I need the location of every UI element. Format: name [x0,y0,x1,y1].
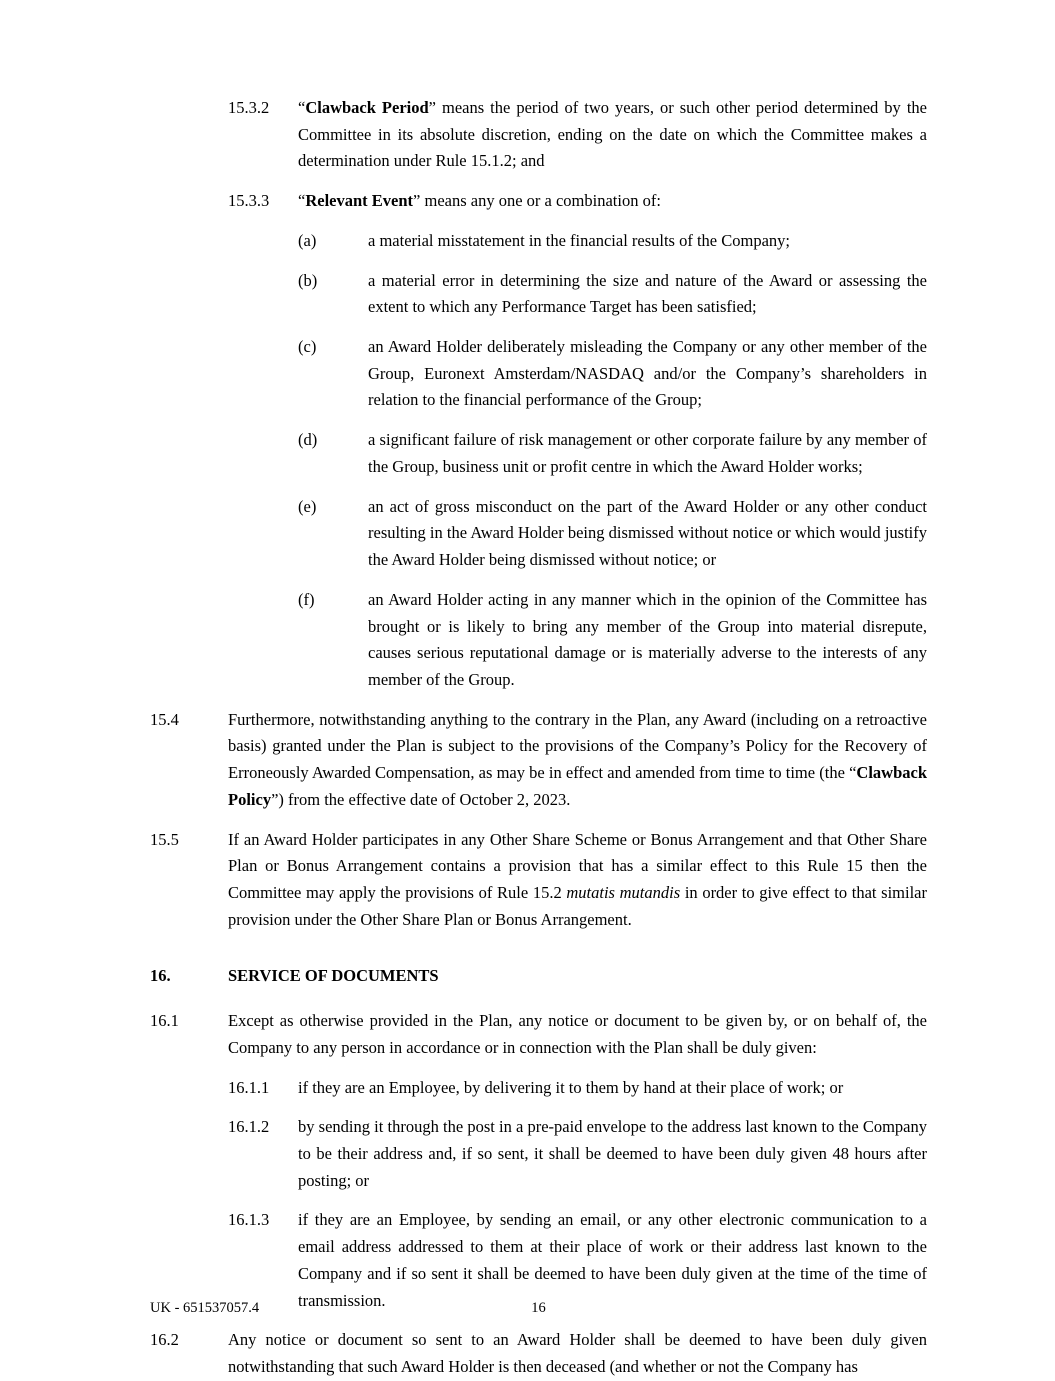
clause-text [228,707,927,814]
clause-item-e [298,494,927,574]
clause-number: (d) [298,430,318,450]
page-footer [150,1300,927,1317]
clause-text: by sending it through the post in a pre-paid envelope to the address last known to the Company to be their address and, if so sent, it shall be deemed to have been duly given 48 hours after posting; or [298,1117,927,1190]
clause-item-d [298,427,927,480]
clause-number: (e) [298,496,317,516]
clause-text [228,827,927,934]
clause-text [298,95,927,175]
clause-number: (a) [298,230,317,250]
clause-text [298,188,927,215]
clause-text: an act of gross misconduct on the part of the Award Holder or any other conduct resulting in the Award Holder being dismissed without notice or which would justify the Award Holder being dismissed without notice; or [368,496,927,570]
clause-15-3-3 [228,188,927,215]
clause-text-lead: Furthermore, notwithstanding anything to the contrary in the Plan, any Award (including on a retroactive basis) granted under the Plan is subject to the provisions of the Company’s Policy for the Recovery of Erroneously Awarded Compensation, as may be in effect and amended from time to time (the “ [228,709,927,783]
document-body [150,95,927,1381]
clause-16-2 [150,1327,927,1380]
clause-text: Except as otherwise provided in the Plan, any notice or document to be given by, or on behalf of, the Company to any person in accordance or in connection with the Plan shall be duly given: [228,1011,927,1057]
clause-text-lead: “ [298,98,306,117]
clause-number: 16.1.1 [228,1077,270,1097]
clause-text-lead: If an Award Holder participates in any Other Share Scheme or Bonus Arrangement and that Other Share Plan or Bonus Arrangement contains a provision that has a similar effect to this Rule 15 then the Committee may apply the provisions of Rule 15.2 [228,829,927,902]
clause-text: an Award Holder deliberately misleading the Company or any other member of the Group, Euronext Amsterdam/NASDAQ and/or the Company’s shareholders in relation to the financial performance of the Group; [368,337,927,410]
clause-15-3-2 [228,95,927,175]
clause-16-1 [150,1008,927,1061]
clause-text-rest: ” means any one or a combination of: [413,191,661,211]
clause-text: if they are an Employee, by sending an email, or any other electronic communication to a email address addressed to them at their place of work or their address last known to the Company and if so sent it shall be deemed to have been duly given at the time of the time of transmission. [298,1210,927,1310]
clause-number: 15.5 [150,829,179,849]
defined-term: Clawback Policy [228,763,927,809]
clause-number: (f) [298,589,315,609]
clause-number: 16.1.3 [228,1210,270,1230]
section-heading-16 [150,963,927,990]
clause-text: a material misstatement in the financial results of the Company; [368,230,791,250]
clause-text-lead: “ [298,191,306,211]
clause-text: a material error in determining the size and nature of the Award or assessing the extent to which any Performance Target has been satisfied; [368,270,927,317]
clause-number: 15.4 [150,709,179,729]
clause-16-1-3 [228,1207,927,1314]
clause-number: (c) [298,337,317,357]
clause-text: Any notice or document so sent to an Award Holder shall be deemed to have been duly given notwithstanding that such Award Holder is then deceased (and whether or not the Company has [228,1330,927,1377]
clause-text: a significant failure of risk management or other corporate failure by any member of the Group, business unit or profit centre in which the Award Holder works; [368,430,927,476]
clause-item-f [298,587,927,694]
clause-item-a [298,228,927,255]
defined-term: Relevant Event [305,191,414,211]
clause-text: if they are an Employee, by delivering it to them by hand at their place of work; or [298,1077,844,1097]
page-number: 16 [531,1300,546,1316]
clause-number: 16.2 [150,1330,179,1350]
clause-text-rest: ” means the period of two years, or such other period determined by the Committee in its absolute discretion, ending on the date on which the Committee makes a determination under Rule 15.1.2; and [298,98,927,171]
clause-number: (b) [298,270,318,290]
clause-text-rest: in order to give effect to that similar provision under the Other Share Plan or Bonus Arrangement. [228,882,927,929]
section-number: 16. [150,966,171,986]
latin-phrase: mutatis mutandis [566,882,681,902]
clause-15-5 [150,827,927,934]
clause-item-b [298,268,927,321]
clause-item-c [298,334,927,414]
clause-16-1-1 [228,1075,927,1102]
clause-number: 15.3.3 [228,191,270,211]
clause-16-1-2 [228,1114,927,1194]
clause-number: 16.1 [150,1011,179,1031]
section-title: SERVICE OF DOCUMENTS [228,966,439,986]
clause-number: 16.1.2 [228,1117,270,1137]
document-reference: UK - 651537057.4 [150,1300,260,1316]
defined-term: Clawback Period [305,98,429,117]
clause-15-4 [150,707,927,814]
clause-text-rest: ”) from the effective date of October 2, 2023. [271,789,571,809]
clause-text: an Award Holder acting in any manner which in the opinion of the Committee has brought or is likely to bring any member of the Group into material disrepute, causes serious reputational damage or is materially adverse to the interests of any member of the Group. [368,589,927,689]
clause-number: 15.3.2 [228,98,270,117]
